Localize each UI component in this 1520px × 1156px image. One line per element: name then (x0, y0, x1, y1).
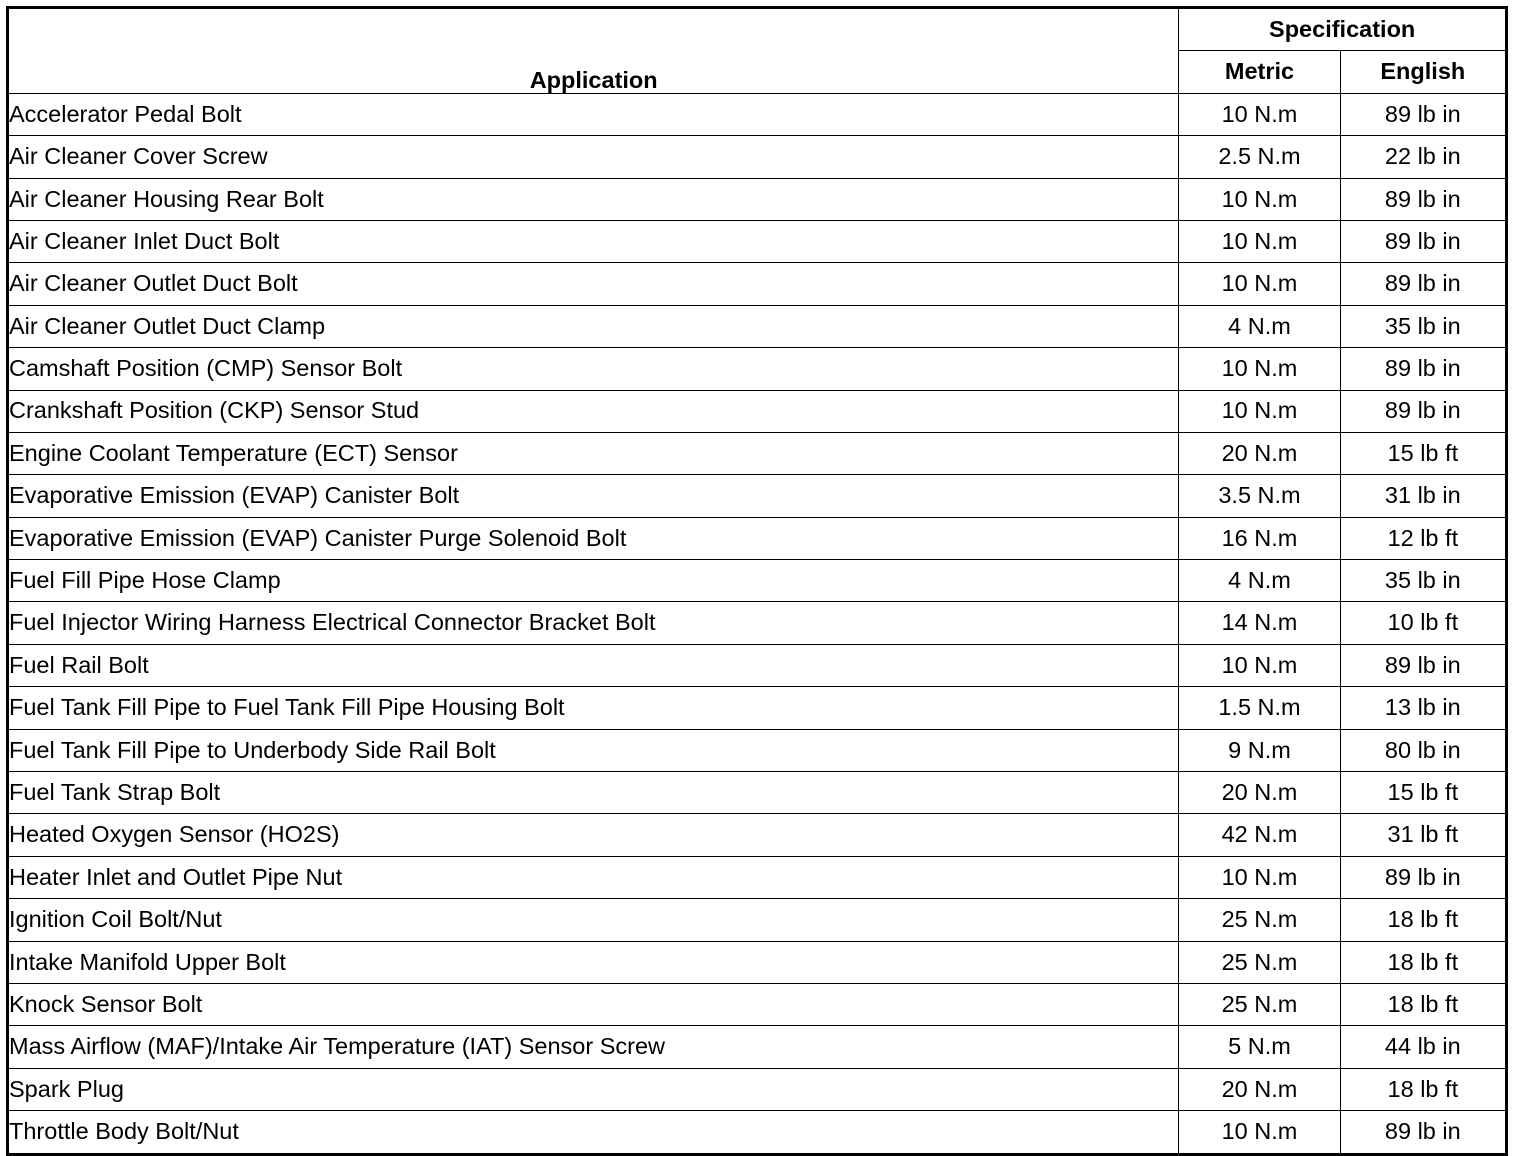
table-row (8, 475, 1507, 517)
application-cell: Air Cleaner Inlet Duct Bolt (8, 220, 1179, 262)
application-cell: Air Cleaner Outlet Duct Clamp (8, 305, 1179, 347)
table-body (8, 93, 1507, 1154)
table-row (8, 1026, 1507, 1068)
english-cell: 80 lb in (1340, 729, 1506, 771)
application-cell: Accelerator Pedal Bolt (8, 93, 1179, 135)
english-cell: 18 lb ft (1340, 941, 1506, 983)
table-row (8, 390, 1507, 432)
english-cell: 35 lb in (1340, 560, 1506, 602)
table-row (8, 1111, 1507, 1154)
application-cell: Fuel Tank Fill Pipe to Underbody Side Rail Bolt (8, 729, 1179, 771)
english-cell: 89 lb in (1340, 390, 1506, 432)
table-row (8, 772, 1507, 814)
metric-cell: 20 N.m (1179, 432, 1340, 474)
table-row (8, 856, 1507, 898)
table-row (8, 263, 1507, 305)
english-cell: 89 lb in (1340, 348, 1506, 390)
application-cell: Fuel Injector Wiring Harness Electrical Connector Bracket Bolt (8, 602, 1179, 644)
english-cell: 15 lb ft (1340, 772, 1506, 814)
metric-cell: 10 N.m (1179, 348, 1340, 390)
table-row (8, 941, 1507, 983)
application-cell: Heated Oxygen Sensor (HO2S) (8, 814, 1179, 856)
table-row (8, 983, 1507, 1025)
english-cell: 89 lb in (1340, 644, 1506, 686)
metric-cell: 1.5 N.m (1179, 687, 1340, 729)
fastener-specification-table (6, 6, 1508, 1156)
application-cell: Air Cleaner Outlet Duct Bolt (8, 263, 1179, 305)
specification-header: Specification (1179, 8, 1507, 51)
metric-cell: 20 N.m (1179, 772, 1340, 814)
metric-cell: 10 N.m (1179, 856, 1340, 898)
application-cell: Heater Inlet and Outlet Pipe Nut (8, 856, 1179, 898)
english-cell: 35 lb in (1340, 305, 1506, 347)
metric-cell: 42 N.m (1179, 814, 1340, 856)
metric-cell: 10 N.m (1179, 220, 1340, 262)
metric-cell: 25 N.m (1179, 899, 1340, 941)
table-row (8, 814, 1507, 856)
application-header: Application (8, 8, 1179, 94)
metric-cell: 9 N.m (1179, 729, 1340, 771)
metric-cell: 20 N.m (1179, 1068, 1340, 1110)
english-cell: 31 lb in (1340, 475, 1506, 517)
application-cell: Spark Plug (8, 1068, 1179, 1110)
application-cell: Evaporative Emission (EVAP) Canister Bolt (8, 475, 1179, 517)
english-cell: 10 lb ft (1340, 602, 1506, 644)
english-cell: 89 lb in (1340, 263, 1506, 305)
header-row-top (8, 8, 1507, 51)
table-row (8, 178, 1507, 220)
metric-header: Metric (1179, 51, 1340, 93)
table-row (8, 1068, 1507, 1110)
metric-cell: 2.5 N.m (1179, 136, 1340, 178)
application-cell: Camshaft Position (CMP) Sensor Bolt (8, 348, 1179, 390)
application-cell: Air Cleaner Housing Rear Bolt (8, 178, 1179, 220)
metric-cell: 10 N.m (1179, 93, 1340, 135)
application-cell: Engine Coolant Temperature (ECT) Sensor (8, 432, 1179, 474)
english-cell: 12 lb ft (1340, 517, 1506, 559)
english-cell: 89 lb in (1340, 856, 1506, 898)
english-cell: 89 lb in (1340, 220, 1506, 262)
metric-cell: 10 N.m (1179, 390, 1340, 432)
english-cell: 22 lb in (1340, 136, 1506, 178)
application-cell: Ignition Coil Bolt/Nut (8, 899, 1179, 941)
metric-cell: 14 N.m (1179, 602, 1340, 644)
table-row (8, 136, 1507, 178)
metric-cell: 25 N.m (1179, 983, 1340, 1025)
application-cell: Evaporative Emission (EVAP) Canister Purge Solenoid Bolt (8, 517, 1179, 559)
english-cell: 89 lb in (1340, 93, 1506, 135)
table-row (8, 432, 1507, 474)
metric-cell: 25 N.m (1179, 941, 1340, 983)
application-cell: Throttle Body Bolt/Nut (8, 1111, 1179, 1154)
application-cell: Fuel Tank Fill Pipe to Fuel Tank Fill Pipe Housing Bolt (8, 687, 1179, 729)
english-cell: 18 lb ft (1340, 1068, 1506, 1110)
table-row (8, 517, 1507, 559)
metric-cell: 4 N.m (1179, 305, 1340, 347)
english-cell: 89 lb in (1340, 1111, 1506, 1154)
english-cell: 89 lb in (1340, 178, 1506, 220)
application-cell: Knock Sensor Bolt (8, 983, 1179, 1025)
english-cell: 18 lb ft (1340, 983, 1506, 1025)
english-cell: 44 lb in (1340, 1026, 1506, 1068)
metric-cell: 5 N.m (1179, 1026, 1340, 1068)
metric-cell: 10 N.m (1179, 644, 1340, 686)
application-cell: Fuel Fill Pipe Hose Clamp (8, 560, 1179, 602)
application-cell: Air Cleaner Cover Screw (8, 136, 1179, 178)
application-cell: Fuel Tank Strap Bolt (8, 772, 1179, 814)
application-cell: Intake Manifold Upper Bolt (8, 941, 1179, 983)
application-cell: Crankshaft Position (CKP) Sensor Stud (8, 390, 1179, 432)
english-cell: 13 lb in (1340, 687, 1506, 729)
application-cell: Fuel Rail Bolt (8, 644, 1179, 686)
table-row (8, 644, 1507, 686)
table-row (8, 220, 1507, 262)
english-cell: 15 lb ft (1340, 432, 1506, 474)
metric-cell: 3.5 N.m (1179, 475, 1340, 517)
metric-cell: 10 N.m (1179, 263, 1340, 305)
table-row (8, 93, 1507, 135)
english-cell: 18 lb ft (1340, 899, 1506, 941)
table-row (8, 899, 1507, 941)
table-row (8, 305, 1507, 347)
table-row (8, 687, 1507, 729)
metric-cell: 16 N.m (1179, 517, 1340, 559)
english-header: English (1340, 51, 1506, 93)
metric-cell: 10 N.m (1179, 1111, 1340, 1154)
english-cell: 31 lb ft (1340, 814, 1506, 856)
table-row (8, 560, 1507, 602)
table-row (8, 602, 1507, 644)
metric-cell: 10 N.m (1179, 178, 1340, 220)
table-row (8, 729, 1507, 771)
table-row (8, 348, 1507, 390)
metric-cell: 4 N.m (1179, 560, 1340, 602)
application-cell: Mass Airflow (MAF)/Intake Air Temperature (IAT) Sensor Screw (8, 1026, 1179, 1068)
